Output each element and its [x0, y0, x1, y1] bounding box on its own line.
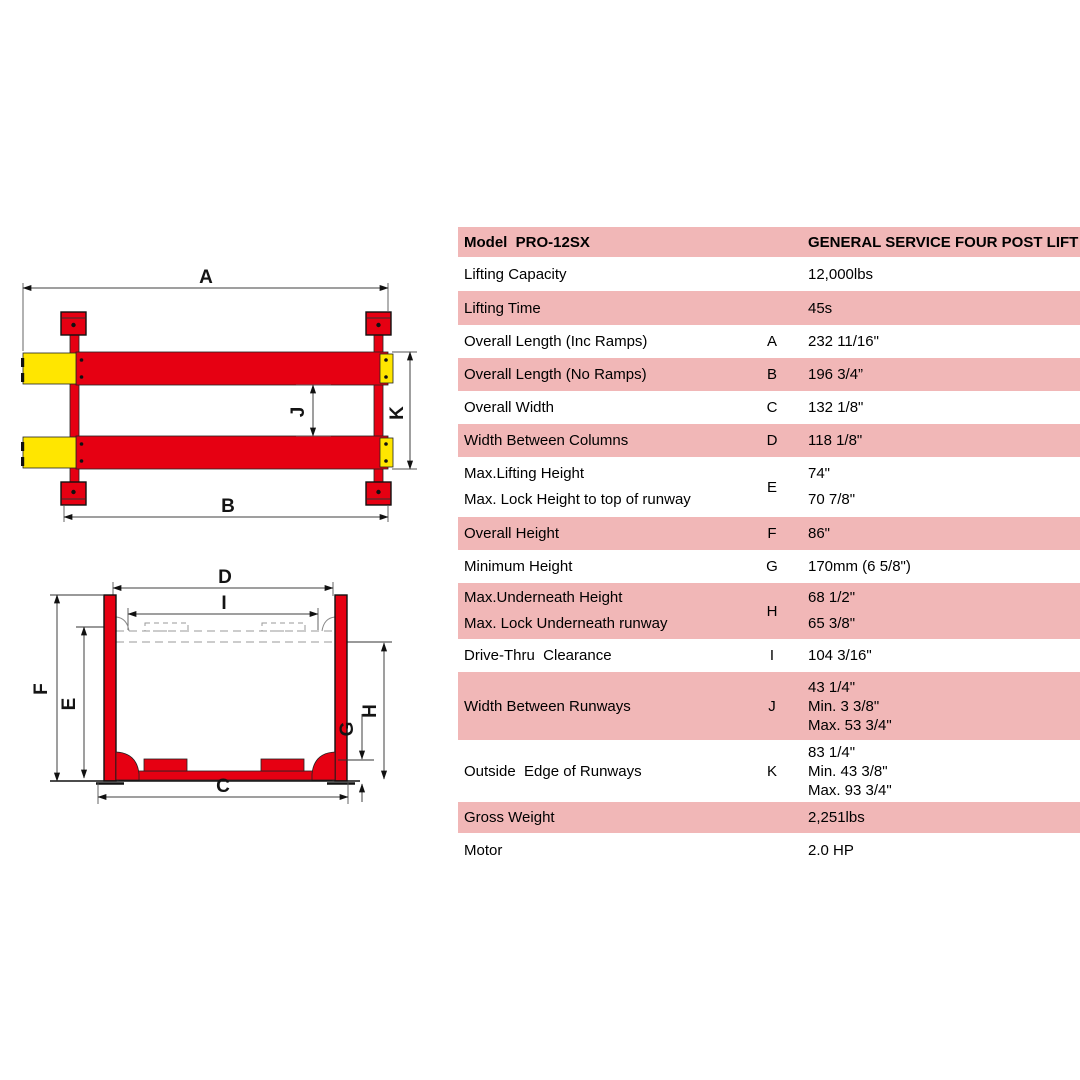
spec-label: Width Between Columns [464, 432, 629, 449]
table-row [458, 291, 1080, 325]
spec-label: Lifting Time [464, 299, 541, 317]
spec-label: Motor [464, 841, 503, 859]
table-row [458, 358, 1080, 391]
spec-value: 232 11/16" [808, 333, 879, 350]
dim-label-b: B [221, 496, 235, 517]
runway-bottom [76, 436, 388, 469]
spec-letter: J [768, 697, 776, 715]
wheel-stop-left [144, 759, 187, 771]
dim-d [113, 567, 333, 596]
table-row [458, 550, 1080, 583]
spec-letter [750, 833, 794, 867]
spec-label: Minimum Height [464, 558, 573, 575]
dim-b [64, 496, 388, 522]
spec-letter: K [766, 762, 777, 780]
spec-value: 74" 70 7/8" [808, 465, 856, 508]
table-row [458, 672, 1080, 740]
spec-letter: H [766, 602, 778, 620]
ramp-curve-right [312, 752, 335, 780]
table-row [458, 517, 1080, 550]
wheel-stop-right [261, 759, 304, 771]
spec-label: Overall Height [464, 525, 560, 542]
table-row [458, 325, 1080, 358]
spec-label: Overall Length (Inc Ramps) [464, 333, 648, 350]
spec-letter: F [767, 525, 777, 542]
dim-f [31, 595, 104, 781]
table-row [458, 802, 1080, 833]
table-header [458, 227, 1080, 257]
spec-label: Overall Width [464, 399, 555, 416]
dim-h [360, 643, 384, 779]
table-row [458, 257, 1080, 291]
dim-label-g: G [337, 721, 358, 737]
spec-letter: I [769, 647, 775, 664]
spec-label: Outside Edge of Runways [464, 762, 642, 780]
spec-letter [750, 257, 794, 291]
spec-letter: A [766, 333, 777, 350]
spec-value: 104 3/16" [808, 647, 872, 664]
lift-diagrams [0, 0, 455, 1080]
table-row [458, 424, 1080, 457]
spec-value: 68 1/2" 65 3/8" [808, 589, 856, 632]
table-row [458, 583, 1080, 639]
table-row [458, 391, 1080, 424]
spec-label: Overall Length (No Ramps) [464, 366, 647, 383]
model-name: Model PRO-12SX [464, 233, 590, 251]
dim-label-k: K [387, 406, 408, 420]
dim-label-a: A [199, 267, 213, 288]
ramp-curve-left [116, 752, 139, 780]
spec-value: 83 1/4" Min. 43 3/8" Max. 93 3/4" [808, 743, 892, 799]
post-details [62, 318, 390, 499]
top-view-diagram [21, 267, 417, 522]
table-row [458, 457, 1080, 517]
table-row [458, 833, 1080, 867]
dim-label-f: F [31, 683, 52, 695]
dim-label-h: H [360, 704, 381, 718]
dim-label-c: C [216, 776, 230, 797]
spec-letter: E [766, 478, 777, 496]
column-left [104, 595, 116, 781]
spec-value: 2,251lbs [808, 809, 865, 826]
dim-label-i: I [221, 593, 227, 614]
spec-label: Lifting Capacity [464, 265, 567, 283]
dim-label-d: D [218, 567, 232, 588]
spec-letter: B [766, 366, 777, 383]
table-row [458, 639, 1080, 672]
spec-letter: G [766, 558, 778, 575]
spec-value: 86" [808, 525, 831, 542]
table-row [458, 740, 1080, 802]
column-right [335, 595, 347, 781]
spec-value: 118 1/8" [808, 432, 863, 449]
front-view-diagram [31, 567, 392, 804]
dim-e [59, 627, 84, 778]
spec-letter: D [766, 432, 778, 449]
spec-value: 43 1/4" Min. 3 3/8" Max. 53 3/4" [808, 678, 892, 734]
spec-label: Width Between Runways [464, 697, 631, 715]
dim-label-e: E [59, 697, 80, 711]
floor [50, 781, 360, 784]
dim-label-j: J [288, 406, 309, 418]
spec-value: 2.0 HP [808, 841, 854, 859]
spec-label: Drive-Thru Clearance [464, 647, 612, 664]
spec-letter: C [766, 399, 778, 416]
spec-value: 196 3/4” [808, 366, 864, 383]
ramp-bottom-left [23, 437, 76, 468]
table-title: GENERAL SERVICE FOUR POST LIFT [808, 233, 1079, 251]
ramp-top-left [23, 353, 76, 384]
spec-label: Max.Underneath Height Max. Lock Underneath runway [464, 589, 668, 632]
spec-value: 170mm (6 5/8") [808, 558, 911, 575]
spec-label: Gross Weight [464, 809, 555, 826]
spec-value: 132 1/8" [808, 399, 864, 416]
dim-i [128, 593, 318, 630]
spec-value: 12,000lbs [808, 265, 874, 283]
posts [61, 312, 391, 505]
dim-j [288, 385, 331, 436]
spec-letter [750, 291, 794, 325]
spec-letter [750, 802, 794, 833]
runway-top [76, 352, 388, 385]
spec-label: Max.Lifting Height Max. Lock Height to top of runway [464, 465, 691, 508]
spec-table [458, 227, 1080, 867]
spec-value: 45s [808, 299, 833, 317]
